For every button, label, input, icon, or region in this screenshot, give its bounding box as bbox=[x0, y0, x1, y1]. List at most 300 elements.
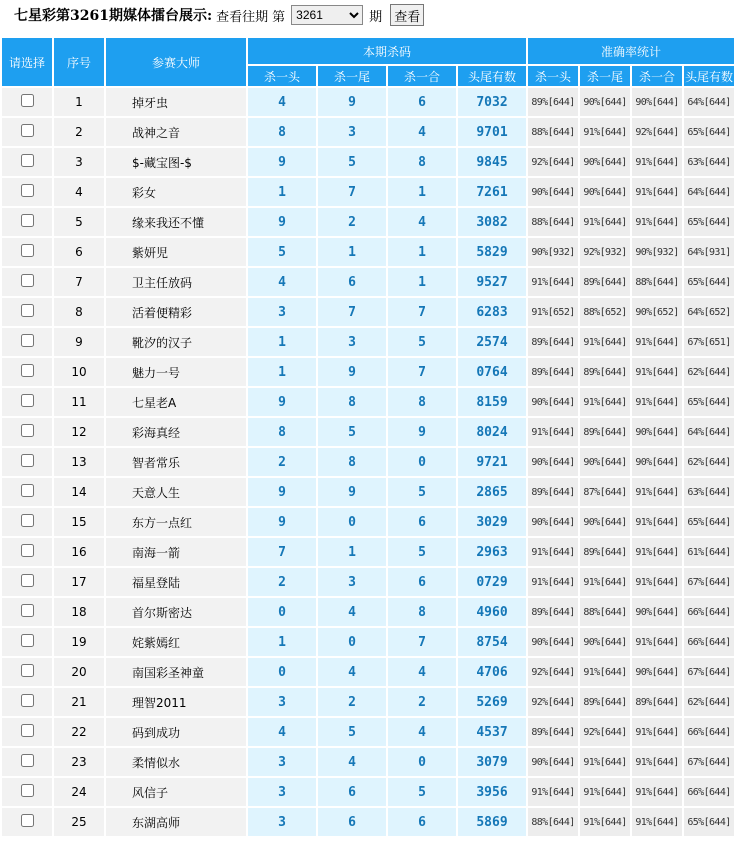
kill-tail-value: 7 bbox=[318, 178, 386, 206]
stats-sum-value: 90%[644] bbox=[632, 418, 682, 446]
select-cell bbox=[2, 148, 52, 176]
select-cell bbox=[2, 508, 52, 536]
stats-headtail-value: 62%[644] bbox=[684, 448, 734, 476]
row-checkbox[interactable] bbox=[21, 784, 34, 797]
kill-headtail-value: 7032 bbox=[458, 88, 526, 116]
history-label: 查看往期 bbox=[216, 9, 269, 25]
kill-sum-value: 7 bbox=[388, 628, 456, 656]
master-name: 紫妍児 bbox=[106, 238, 246, 266]
sub-stats-headtail: 头尾有数 bbox=[684, 66, 734, 86]
stats-sum-value: 91%[644] bbox=[632, 178, 682, 206]
kill-sum-value: 6 bbox=[388, 508, 456, 536]
col-select-header: 请选择 bbox=[2, 38, 52, 86]
row-number: 19 bbox=[54, 628, 104, 656]
stats-tail-value: 90%[644] bbox=[580, 628, 630, 656]
view-button[interactable]: 查看 bbox=[390, 4, 424, 26]
stats-headtail-value: 64%[652] bbox=[684, 298, 734, 326]
stats-tail-value: 89%[644] bbox=[580, 688, 630, 716]
kill-tail-value: 0 bbox=[318, 508, 386, 536]
stats-tail-value: 90%[644] bbox=[580, 148, 630, 176]
kill-tail-value: 5 bbox=[318, 148, 386, 176]
row-checkbox[interactable] bbox=[21, 394, 34, 407]
select-cell bbox=[2, 628, 52, 656]
table-row bbox=[2, 718, 734, 746]
kill-head-value: 1 bbox=[248, 358, 316, 386]
kill-sum-value: 4 bbox=[388, 718, 456, 746]
stats-head-value: 92%[644] bbox=[528, 658, 578, 686]
row-number: 17 bbox=[54, 568, 104, 596]
table-row bbox=[2, 358, 734, 386]
stats-headtail-value: 66%[644] bbox=[684, 718, 734, 746]
table-row bbox=[2, 328, 734, 356]
kill-sum-value: 4 bbox=[388, 208, 456, 236]
stats-tail-value: 87%[644] bbox=[580, 478, 630, 506]
stats-headtail-value: 65%[644] bbox=[684, 208, 734, 236]
stats-sum-value: 91%[644] bbox=[632, 388, 682, 416]
stats-sum-value: 90%[644] bbox=[632, 448, 682, 476]
row-number: 10 bbox=[54, 358, 104, 386]
master-name: 福星登陆 bbox=[106, 568, 246, 596]
kill-head-value: 1 bbox=[248, 328, 316, 356]
row-number: 3 bbox=[54, 148, 104, 176]
table-row bbox=[2, 508, 734, 536]
table-row bbox=[2, 118, 734, 146]
stats-sum-value: 91%[644] bbox=[632, 808, 682, 836]
kill-headtail-value: 5829 bbox=[458, 238, 526, 266]
row-checkbox[interactable] bbox=[21, 814, 34, 827]
kill-head-value: 3 bbox=[248, 748, 316, 776]
select-cell bbox=[2, 418, 52, 446]
kill-sum-value: 5 bbox=[388, 478, 456, 506]
table-row bbox=[2, 88, 734, 116]
sub-kill-sum: 杀一合 bbox=[388, 66, 456, 86]
stats-sum-value: 91%[644] bbox=[632, 718, 682, 746]
table-row bbox=[2, 688, 734, 716]
stats-sum-value: 88%[644] bbox=[632, 268, 682, 296]
stats-tail-value: 89%[644] bbox=[580, 268, 630, 296]
kill-headtail-value: 9701 bbox=[458, 118, 526, 146]
row-checkbox[interactable] bbox=[21, 334, 34, 347]
select-cell bbox=[2, 208, 52, 236]
select-cell bbox=[2, 358, 52, 386]
master-name: 战神之音 bbox=[106, 118, 246, 146]
sub-stats-sum: 杀一合 bbox=[632, 66, 682, 86]
row-number: 22 bbox=[54, 718, 104, 746]
stats-sum-value: 89%[644] bbox=[632, 688, 682, 716]
table-row bbox=[2, 298, 734, 326]
row-number: 14 bbox=[54, 478, 104, 506]
stats-tail-value: 91%[644] bbox=[580, 658, 630, 686]
kill-head-value: 9 bbox=[248, 148, 316, 176]
table-row bbox=[2, 268, 734, 296]
stats-sum-value: 90%[644] bbox=[632, 598, 682, 626]
table-row bbox=[2, 178, 734, 206]
stats-headtail-value: 67%[644] bbox=[684, 748, 734, 776]
row-number: 7 bbox=[54, 268, 104, 296]
stats-head-value: 89%[644] bbox=[528, 598, 578, 626]
select-cell bbox=[2, 688, 52, 716]
di-label: 第 bbox=[272, 9, 286, 25]
row-checkbox[interactable] bbox=[21, 424, 34, 437]
kill-headtail-value: 9845 bbox=[458, 148, 526, 176]
table-row bbox=[2, 418, 734, 446]
master-name: 智者常乐 bbox=[106, 448, 246, 476]
row-number: 6 bbox=[54, 238, 104, 266]
master-name: 天意人生 bbox=[106, 478, 246, 506]
stats-headtail-value: 62%[644] bbox=[684, 358, 734, 386]
stats-headtail-value: 65%[644] bbox=[684, 268, 734, 296]
kill-headtail-value: 3079 bbox=[458, 748, 526, 776]
stats-sum-value: 91%[644] bbox=[632, 628, 682, 656]
row-number: 25 bbox=[54, 808, 104, 836]
stats-tail-value: 91%[644] bbox=[580, 208, 630, 236]
stats-headtail-value: 64%[644] bbox=[684, 178, 734, 206]
kill-tail-value: 9 bbox=[318, 358, 386, 386]
table-row bbox=[2, 388, 734, 416]
row-checkbox[interactable] bbox=[21, 604, 34, 617]
kill-sum-value: 1 bbox=[388, 238, 456, 266]
page-title: 七星彩第3261期媒体擂台展示: bbox=[14, 8, 213, 24]
table-row bbox=[2, 208, 734, 236]
stats-headtail-value: 63%[644] bbox=[684, 478, 734, 506]
stats-tail-value: 90%[644] bbox=[580, 448, 630, 476]
master-name: 东方一点红 bbox=[106, 508, 246, 536]
select-cell bbox=[2, 748, 52, 776]
stats-head-value: 90%[932] bbox=[528, 238, 578, 266]
row-checkbox[interactable] bbox=[21, 514, 34, 527]
kill-sum-value: 4 bbox=[388, 658, 456, 686]
master-name: 首尔斯密达 bbox=[106, 598, 246, 626]
row-checkbox[interactable] bbox=[21, 574, 34, 587]
kill-headtail-value: 8159 bbox=[458, 388, 526, 416]
kill-sum-value: 5 bbox=[388, 778, 456, 806]
kill-tail-value: 4 bbox=[318, 598, 386, 626]
master-name: 风信子 bbox=[106, 778, 246, 806]
col-master-header: 参赛大师 bbox=[106, 38, 246, 86]
header-bar bbox=[0, 0, 743, 30]
master-name: 彩女 bbox=[106, 178, 246, 206]
kill-head-value: 3 bbox=[248, 298, 316, 326]
stats-head-value: 89%[644] bbox=[528, 328, 578, 356]
kill-tail-value: 7 bbox=[318, 298, 386, 326]
kill-tail-value: 1 bbox=[318, 238, 386, 266]
row-checkbox[interactable] bbox=[21, 364, 34, 377]
master-name: 卫主任放码 bbox=[106, 268, 246, 296]
master-name: 南国彩圣神童 bbox=[106, 658, 246, 686]
kill-sum-value: 1 bbox=[388, 178, 456, 206]
kill-sum-value: 7 bbox=[388, 358, 456, 386]
kill-headtail-value: 4537 bbox=[458, 718, 526, 746]
stats-sum-value: 91%[644] bbox=[632, 538, 682, 566]
stats-head-value: 89%[644] bbox=[528, 478, 578, 506]
select-cell bbox=[2, 388, 52, 416]
row-number: 2 bbox=[54, 118, 104, 146]
row-number: 18 bbox=[54, 598, 104, 626]
stats-sum-value: 91%[644] bbox=[632, 748, 682, 776]
master-name: $-藏宝图-$ bbox=[106, 148, 246, 176]
row-checkbox[interactable] bbox=[21, 544, 34, 557]
row-number: 16 bbox=[54, 538, 104, 566]
stats-head-value: 91%[644] bbox=[528, 538, 578, 566]
master-name: 魅力一号 bbox=[106, 358, 246, 386]
row-checkbox[interactable] bbox=[21, 214, 34, 227]
row-checkbox[interactable] bbox=[21, 244, 34, 257]
master-name: 彩海真经 bbox=[106, 418, 246, 446]
stats-headtail-value: 67%[651] bbox=[684, 328, 734, 356]
kill-tail-value: 3 bbox=[318, 568, 386, 596]
kill-tail-value: 6 bbox=[318, 808, 386, 836]
stats-headtail-value: 63%[644] bbox=[684, 148, 734, 176]
kill-headtail-value: 8754 bbox=[458, 628, 526, 656]
kill-head-value: 2 bbox=[248, 448, 316, 476]
kill-tail-value: 0 bbox=[318, 628, 386, 656]
row-number: 20 bbox=[54, 658, 104, 686]
kill-head-value: 9 bbox=[248, 508, 316, 536]
stats-head-value: 91%[644] bbox=[528, 418, 578, 446]
row-checkbox[interactable] bbox=[21, 634, 34, 647]
kill-tail-value: 8 bbox=[318, 388, 386, 416]
kill-headtail-value: 7261 bbox=[458, 178, 526, 206]
select-cell bbox=[2, 328, 52, 356]
master-name: 姹紫嫣红 bbox=[106, 628, 246, 656]
stats-sum-value: 91%[644] bbox=[632, 478, 682, 506]
stats-head-value: 90%[644] bbox=[528, 748, 578, 776]
row-checkbox[interactable] bbox=[21, 454, 34, 467]
sub-kill-head: 杀一头 bbox=[248, 66, 316, 86]
stats-headtail-value: 64%[931] bbox=[684, 238, 734, 266]
kill-headtail-value: 9527 bbox=[458, 268, 526, 296]
stats-head-value: 90%[644] bbox=[528, 388, 578, 416]
stats-sum-value: 91%[644] bbox=[632, 358, 682, 386]
kill-head-value: 9 bbox=[248, 478, 316, 506]
row-number: 21 bbox=[54, 688, 104, 716]
table-row bbox=[2, 538, 734, 566]
row-checkbox[interactable] bbox=[21, 664, 34, 677]
master-name: 缘来我还不懂 bbox=[106, 208, 246, 236]
select-cell bbox=[2, 598, 52, 626]
kill-tail-value: 6 bbox=[318, 268, 386, 296]
kill-headtail-value: 3029 bbox=[458, 508, 526, 536]
master-name: 靴汐的汉子 bbox=[106, 328, 246, 356]
group-kill-header: 本期杀码 bbox=[248, 38, 526, 64]
kill-tail-value: 8 bbox=[318, 448, 386, 476]
kill-tail-value: 2 bbox=[318, 688, 386, 716]
stats-sum-value: 90%[644] bbox=[632, 88, 682, 116]
row-number: 9 bbox=[54, 328, 104, 356]
kill-tail-value: 9 bbox=[318, 478, 386, 506]
kill-headtail-value: 9721 bbox=[458, 448, 526, 476]
row-number: 11 bbox=[54, 388, 104, 416]
select-cell bbox=[2, 178, 52, 206]
row-checkbox[interactable] bbox=[21, 94, 34, 107]
stats-head-value: 88%[644] bbox=[528, 208, 578, 236]
qi-label: 期 bbox=[369, 9, 383, 25]
stats-head-value: 90%[644] bbox=[528, 178, 578, 206]
stats-headtail-value: 65%[644] bbox=[684, 808, 734, 836]
master-name: 七星老A bbox=[106, 388, 246, 416]
stats-tail-value: 90%[644] bbox=[580, 508, 630, 536]
stats-head-value: 89%[644] bbox=[528, 358, 578, 386]
stats-headtail-value: 64%[644] bbox=[684, 88, 734, 116]
select-cell bbox=[2, 88, 52, 116]
stats-sum-value: 90%[652] bbox=[632, 298, 682, 326]
kill-sum-value: 8 bbox=[388, 598, 456, 626]
stats-tail-value: 91%[644] bbox=[580, 808, 630, 836]
row-checkbox[interactable] bbox=[21, 484, 34, 497]
stats-head-value: 91%[652] bbox=[528, 298, 578, 326]
stats-head-value: 89%[644] bbox=[528, 88, 578, 116]
sub-stats-head: 杀一头 bbox=[528, 66, 578, 86]
kill-head-value: 4 bbox=[248, 718, 316, 746]
kill-tail-value: 2 bbox=[318, 208, 386, 236]
stats-tail-value: 89%[644] bbox=[580, 538, 630, 566]
stats-headtail-value: 64%[644] bbox=[684, 418, 734, 446]
kill-head-value: 8 bbox=[248, 118, 316, 146]
kill-sum-value: 6 bbox=[388, 88, 456, 116]
kill-sum-value: 7 bbox=[388, 298, 456, 326]
table-row bbox=[2, 598, 734, 626]
select-cell bbox=[2, 568, 52, 596]
stats-headtail-value: 67%[644] bbox=[684, 568, 734, 596]
kill-head-value: 1 bbox=[248, 178, 316, 206]
stats-sum-value: 90%[932] bbox=[632, 238, 682, 266]
select-cell bbox=[2, 718, 52, 746]
col-no-header: 序号 bbox=[54, 38, 104, 86]
kill-head-value: 3 bbox=[248, 778, 316, 806]
master-name: 理智2011 bbox=[106, 688, 246, 716]
row-checkbox[interactable] bbox=[21, 154, 34, 167]
sub-kill-headtail: 头尾有数 bbox=[458, 66, 526, 86]
stats-headtail-value: 61%[644] bbox=[684, 538, 734, 566]
stats-headtail-value: 65%[644] bbox=[684, 508, 734, 536]
kill-head-value: 9 bbox=[248, 388, 316, 416]
table-row bbox=[2, 808, 734, 836]
table-row bbox=[2, 448, 734, 476]
stats-head-value: 88%[644] bbox=[528, 118, 578, 146]
master-name: 南海一箭 bbox=[106, 538, 246, 566]
kill-headtail-value: 5869 bbox=[458, 808, 526, 836]
row-number: 5 bbox=[54, 208, 104, 236]
select-cell bbox=[2, 268, 52, 296]
kill-sum-value: 0 bbox=[388, 448, 456, 476]
kill-sum-value: 5 bbox=[388, 328, 456, 356]
select-cell bbox=[2, 808, 52, 836]
kill-tail-value: 6 bbox=[318, 778, 386, 806]
kill-tail-value: 5 bbox=[318, 718, 386, 746]
row-checkbox[interactable] bbox=[21, 184, 34, 197]
stats-tail-value: 91%[644] bbox=[580, 388, 630, 416]
kill-headtail-value: 3082 bbox=[458, 208, 526, 236]
kill-head-value: 2 bbox=[248, 568, 316, 596]
row-checkbox[interactable] bbox=[21, 694, 34, 707]
stats-head-value: 92%[644] bbox=[528, 688, 578, 716]
stats-head-value: 89%[644] bbox=[528, 718, 578, 746]
kill-tail-value: 4 bbox=[318, 748, 386, 776]
stats-head-value: 88%[644] bbox=[528, 808, 578, 836]
kill-head-value: 1 bbox=[248, 628, 316, 656]
row-number: 12 bbox=[54, 418, 104, 446]
select-cell bbox=[2, 298, 52, 326]
row-number: 8 bbox=[54, 298, 104, 326]
kill-headtail-value: 3956 bbox=[458, 778, 526, 806]
kill-headtail-value: 4706 bbox=[458, 658, 526, 686]
select-cell bbox=[2, 238, 52, 266]
row-checkbox[interactable] bbox=[21, 754, 34, 767]
stats-tail-value: 89%[644] bbox=[580, 358, 630, 386]
kill-sum-value: 1 bbox=[388, 268, 456, 296]
stats-head-value: 91%[644] bbox=[528, 568, 578, 596]
stats-sum-value: 91%[644] bbox=[632, 568, 682, 596]
stats-head-value: 91%[644] bbox=[528, 778, 578, 806]
stats-headtail-value: 66%[644] bbox=[684, 598, 734, 626]
row-number: 15 bbox=[54, 508, 104, 536]
kill-headtail-value: 2865 bbox=[458, 478, 526, 506]
kill-sum-value: 8 bbox=[388, 388, 456, 416]
stats-tail-value: 92%[644] bbox=[580, 718, 630, 746]
kill-head-value: 0 bbox=[248, 598, 316, 626]
kill-sum-value: 6 bbox=[388, 808, 456, 836]
kill-head-value: 5 bbox=[248, 238, 316, 266]
ranking-table bbox=[0, 36, 736, 838]
kill-tail-value: 4 bbox=[318, 658, 386, 686]
row-checkbox[interactable] bbox=[21, 304, 34, 317]
stats-head-value: 90%[644] bbox=[528, 448, 578, 476]
period-select[interactable] bbox=[291, 5, 363, 25]
select-cell bbox=[2, 448, 52, 476]
stats-tail-value: 90%[644] bbox=[580, 88, 630, 116]
row-number: 1 bbox=[54, 88, 104, 116]
kill-head-value: 7 bbox=[248, 538, 316, 566]
select-cell bbox=[2, 538, 52, 566]
table-row bbox=[2, 148, 734, 176]
kill-sum-value: 9 bbox=[388, 418, 456, 446]
kill-headtail-value: 0764 bbox=[458, 358, 526, 386]
kill-sum-value: 8 bbox=[388, 148, 456, 176]
table-row bbox=[2, 478, 734, 506]
stats-tail-value: 91%[644] bbox=[580, 748, 630, 776]
stats-sum-value: 91%[644] bbox=[632, 208, 682, 236]
master-name: 码到成功 bbox=[106, 718, 246, 746]
row-number: 4 bbox=[54, 178, 104, 206]
row-number: 24 bbox=[54, 778, 104, 806]
kill-sum-value: 6 bbox=[388, 568, 456, 596]
master-name: 柔情似水 bbox=[106, 748, 246, 776]
stats-tail-value: 88%[652] bbox=[580, 298, 630, 326]
kill-head-value: 4 bbox=[248, 268, 316, 296]
stats-head-value: 90%[644] bbox=[528, 628, 578, 656]
kill-headtail-value: 5269 bbox=[458, 688, 526, 716]
row-number: 13 bbox=[54, 448, 104, 476]
row-checkbox[interactable] bbox=[21, 724, 34, 737]
kill-head-value: 3 bbox=[248, 808, 316, 836]
kill-headtail-value: 0729 bbox=[458, 568, 526, 596]
stats-tail-value: 89%[644] bbox=[580, 418, 630, 446]
stats-tail-value: 92%[932] bbox=[580, 238, 630, 266]
kill-headtail-value: 2574 bbox=[458, 328, 526, 356]
row-checkbox[interactable] bbox=[21, 274, 34, 287]
stats-tail-value: 91%[644] bbox=[580, 328, 630, 356]
kill-headtail-value: 8024 bbox=[458, 418, 526, 446]
stats-headtail-value: 66%[644] bbox=[684, 778, 734, 806]
kill-head-value: 4 bbox=[248, 88, 316, 116]
kill-headtail-value: 6283 bbox=[458, 298, 526, 326]
row-checkbox[interactable] bbox=[21, 124, 34, 137]
master-name: 掉牙虫 bbox=[106, 88, 246, 116]
kill-tail-value: 1 bbox=[318, 538, 386, 566]
kill-sum-value: 2 bbox=[388, 688, 456, 716]
master-name: 东湖高师 bbox=[106, 808, 246, 836]
kill-sum-value: 0 bbox=[388, 748, 456, 776]
